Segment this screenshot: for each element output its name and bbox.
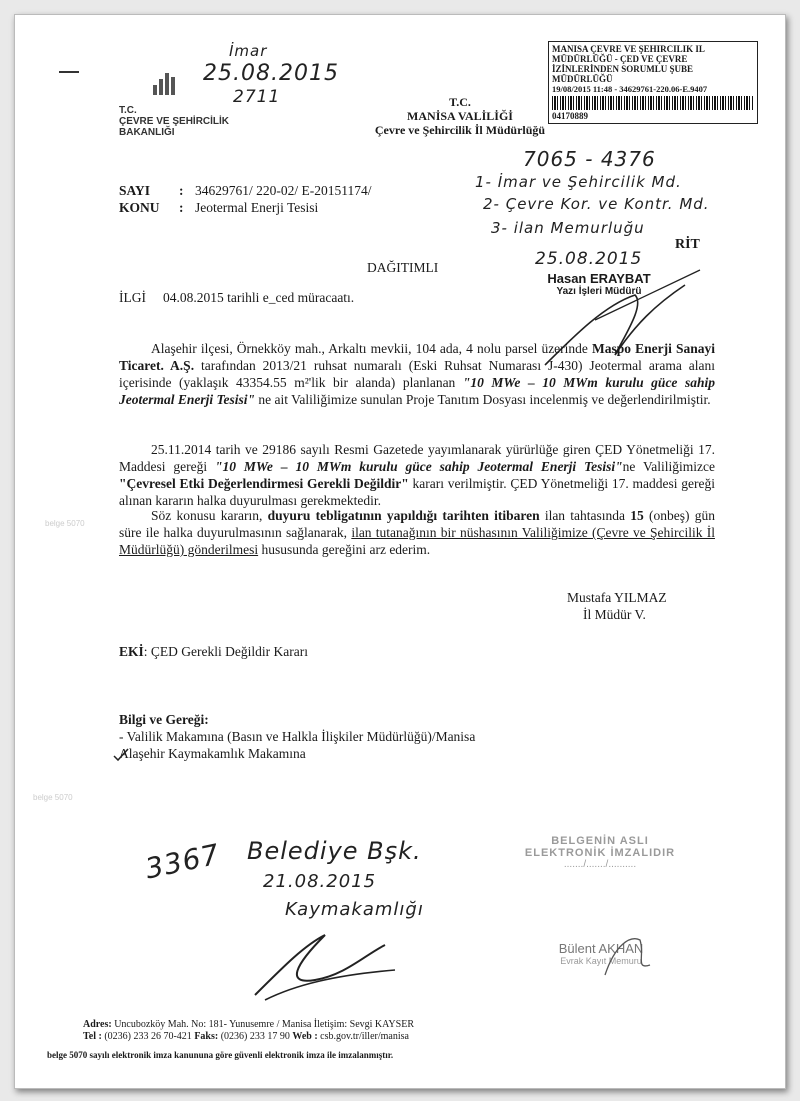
clerk-stamp: Bülent AKHAN Evrak Kayıt Memuru (558, 941, 644, 966)
ilgi-label: İLGİ (119, 290, 146, 305)
cc-item-1: - Valilik Makamına (Basın ve Halkla İlişkiler Müdürlüğü)/Manisa (119, 729, 476, 744)
handwritten-department: İmar (229, 42, 268, 60)
distribution-label: DAĞITIMLI (367, 260, 439, 275)
paragraph-1 (119, 340, 715, 408)
sayi-label: SAYI (119, 183, 151, 198)
footer-address: Adres: Uncubozköy Mah. No: 181- Yunusemre / Manisa İletişim: Sevgi KAYSER Tel : (0236) 233 26 70-421 Faks: (0236) 233 17 90 Web : csb.gov.tr/iller/manisa (83, 1019, 414, 1042)
footer-legal: belge 5070 sayılı elektronik imza kanununa göre güvenli elektronik imza ile imzalanmıştır. (47, 1050, 394, 1060)
signatory-name: Mustafa YILMAZ (567, 590, 667, 605)
p1-run: ne ait Valiliğimize sunulan Proje Tanıtım Dosyası incelenmiş ve değerlendirilmiştir. (255, 392, 711, 407)
handwritten-note-bottom-2: Kaymakamlığı (285, 899, 424, 920)
handwritten-date-top: 25.08.2015 (203, 61, 339, 86)
copy-stamp: BELGENİN ASLI ELEKTRONİK İMZALIDIR ......./......./.......... (524, 835, 676, 870)
ilgi-text: 04.08.2015 tarihli e_ced müracaatı. (163, 290, 355, 305)
handwritten-routing-number: 7065 - 4376 (523, 147, 656, 171)
attachment-label: EKİ (119, 644, 144, 659)
handwritten-note-bottom: Belediye Bşk. (247, 837, 422, 865)
signatory (567, 589, 667, 623)
signatory-title: İl Müdür V. (583, 607, 646, 622)
p2-run: ne Valiliğimizce (622, 459, 715, 474)
handwritten-routing-item-1: 1- İmar ve Şehircilik Md. (475, 173, 682, 191)
ministry-logo-icon (153, 73, 177, 95)
paragraph-2 (119, 441, 715, 509)
p1-run: "10 MWe – 10 MWm kurulu güce sahip Jeotermal Enerji Tesisi" (119, 375, 715, 407)
document-page (14, 14, 786, 1089)
registry-code: RİT (675, 237, 700, 252)
p3-run: ilan tutanağının bir nüshasının Valiliğimize (Çevre ve Şehircilik İl Müdürlüğü) gönderilmesi (119, 525, 715, 557)
handwritten-routing-item-3: 3- ilan Memurluğu (491, 219, 645, 237)
registry-stamp: Hasan ERAYBAT Yazı İşleri Müdürü (547, 271, 651, 297)
checkmark-icon (113, 748, 129, 762)
handwritten-routing-date: 25.08.2015 (535, 249, 643, 269)
p2-run: "10 MWe – 10 MWm kurulu güce sahip Jeotermal Enerji Tesisi" (215, 459, 623, 474)
p3-run: (onbeş) gün süre ile halka duyurulmasının sağlanarak, (119, 508, 715, 540)
handwritten-number-top: 2711 (233, 87, 281, 107)
meta-block: SAYI : 34629761/ 220-02/ E-20151174/ KONU : Jeotermal Enerji Tesisi (119, 183, 372, 215)
handwritten-number-bottom: 3367 (142, 837, 223, 886)
attachment-text: : ÇED Gerekli Değildir Kararı (143, 644, 308, 659)
handwritten-routing-item-2: 2- Çevre Kor. ve Kontr. Md. (483, 195, 710, 213)
attachment-line (119, 643, 308, 660)
ministry-name: T.C. ÇEVRE VE ŞEHİRCİLİK BAKANLIĞI (119, 105, 230, 138)
p1-run: Alaşehir ilçesi, Örnekköy mah., Arkaltı mevkii, 104 ada, 4 nolu parsel üzerinde (151, 341, 593, 356)
p3-run: 15 (630, 508, 644, 523)
konu-value: Jeotermal Enerji Tesisi (195, 200, 319, 215)
p3-run: duyuru tebligatının yapıldığı tarihten itibaren (267, 508, 540, 523)
p2-run: "Çevresel Etki Değerlendirmesi Gerekli Değildir" (119, 476, 409, 491)
cc-heading: Bilgi ve Gereği: (119, 712, 209, 727)
paragraph-3 (119, 507, 715, 558)
letterhead: T.C. MANİSA VALİLİĞİ Çevre ve Şehircilik İl Müdürlüğü (374, 95, 546, 137)
faint-mark-2: belge 5070 (33, 793, 73, 802)
p3-run: Söz konusu kararın, (151, 508, 268, 523)
pen-mark (59, 71, 79, 73)
p2-run: kararı verilmiştir. ÇED Yönetmeliği 17. maddesi gereği alınan kararın halka duyurulması gerekmektedir. (119, 476, 715, 508)
p1-run: tarafından 2013/21 ruhsat numaralı (Eski Ruhsat Numarası J-430) Jeotermal arama alanı içerisinde (yaklaşık 43354.55 m²'lik bir alanda) planlanan (119, 358, 715, 390)
p2-run: 25.11.2014 tarih ve 29186 sayılı Resmi Gazetede yayımlanarak yürürlüğe giren ÇED Yönetmeliği 17. Maddesi gereği (119, 442, 715, 474)
faint-mark-1: belge 5070 (45, 519, 85, 528)
cc-item-2: Alaşehir Kaymakamlık Makamına (119, 746, 306, 761)
p3-run: ilan tahtasında (539, 508, 631, 523)
handwritten-date-bottom: 21.08.2015 (263, 871, 377, 892)
p3-run: hususunda gereğini arz ederim. (258, 542, 431, 557)
reference-line (119, 289, 354, 306)
p1-run: Maspo Enerji Sanayi Ticaret. A.Ş. (119, 341, 716, 373)
clerk-signature (595, 925, 665, 985)
distribution-list (119, 711, 475, 762)
barcode-icon (552, 96, 754, 110)
konu-label: KONU (119, 200, 160, 215)
handwritten-signature (225, 925, 405, 1005)
sayi-value: 34629761/ 220-02/ E-20151174/ (195, 183, 372, 198)
registry-barcode-box: MANISA ÇEVRE VE ŞEHIRCILIK IL MÜDÜRLÜĞÜ - ÇED VE ÇEVRE İZİNLERİNDEN SORUMLU ŞUBE MÜDÜRLÜĞÜ 19/08/2015 11:48 - 34629761-220.06-E.9407 04170889 (548, 41, 758, 124)
